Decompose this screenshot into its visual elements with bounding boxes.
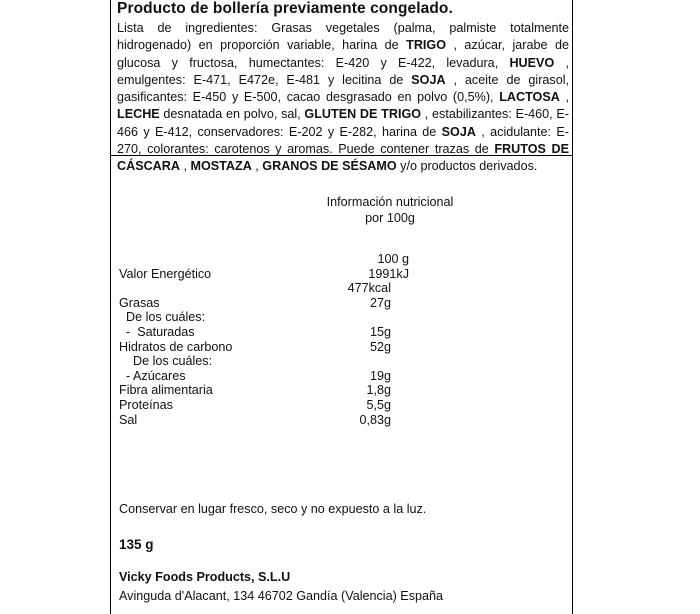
nutrient-value: 0,83g xyxy=(359,412,391,427)
nutrition-row xyxy=(119,281,409,296)
nutrient-label: - Saturadas xyxy=(119,325,195,339)
ingredient-text: , acidulante: E-270, colorantes: carotenos y aromas. Puede contener trazas de xyxy=(117,124,569,157)
allergen-text: TRIGO xyxy=(406,38,447,53)
nutrition-heading xyxy=(300,194,480,226)
nutrient-value: 100 g xyxy=(377,252,409,266)
nutrient-label: Hidratos de carbono xyxy=(119,339,233,354)
nutrient-value: 19g xyxy=(369,368,391,383)
allergen-text: LACTOSA xyxy=(499,90,560,105)
nutrient-value: 52g xyxy=(369,339,391,354)
nutrition-row xyxy=(119,296,409,311)
allergen-text: LECHE xyxy=(117,107,160,122)
nutrient-value: 1,8g xyxy=(366,383,391,398)
nutrient-label: Sal xyxy=(119,412,138,427)
nutrition-row xyxy=(119,310,409,325)
nutrition-row xyxy=(119,252,409,267)
nutrient-value: 15g xyxy=(369,325,391,339)
nutrition-heading-line1: Información nutricional xyxy=(326,195,454,209)
nutrition-heading-line2: por 100g xyxy=(365,211,415,225)
allergen-text: MOSTAZA xyxy=(190,159,252,174)
nutrition-row xyxy=(119,267,409,282)
ingredient-text: , xyxy=(559,90,569,105)
allergen-text: SOJA xyxy=(411,72,446,87)
ingredient-text: desnatada en polvo, sal, xyxy=(159,107,305,122)
nutrient-label: - Azúcares xyxy=(119,368,186,383)
nutrient-label: Proteínas xyxy=(119,398,173,412)
ingredients-list xyxy=(117,20,569,176)
company-address: Avinguda d'Alacant, 134 46702 Gandía (Valencia) España xyxy=(119,589,444,603)
company-name: Vicky Foods Products, S.L.U xyxy=(119,570,291,584)
nutrient-label: De los cuáles: xyxy=(119,354,213,369)
nutrient-value: 5,5g xyxy=(366,398,391,412)
nutrition-row xyxy=(119,325,409,340)
ingredient-text: , emulgentes: E-471, E472e, E-481 y lecitina de xyxy=(117,55,570,87)
nutrient-label: Grasas xyxy=(119,295,160,310)
allergen-text: GLUTEN DE TRIGO xyxy=(304,107,422,122)
storage-instructions: Conservar en lugar fresco, seco y no expuesto a la luz. xyxy=(119,502,427,516)
ingredient-text: , xyxy=(179,159,191,174)
nutrition-row xyxy=(119,398,409,413)
nutrient-label: De los cuáles: xyxy=(119,310,206,325)
allergen-text: HUEVO xyxy=(509,55,555,70)
nutrient-value: 1991kJ xyxy=(368,266,409,281)
ingredient-text: , estabilizantes: E-460, E-466 y E-412, conservadores: E-202 y E-282, harina de xyxy=(117,107,570,139)
allergen-text: SOJA xyxy=(441,124,476,139)
nutrition-row xyxy=(119,383,409,398)
allergen-text: GRANOS DE SÉSAMO xyxy=(262,159,397,174)
nutrient-label: Fibra alimentaria xyxy=(119,383,213,398)
product-title: Producto de bollería previamente congelado. xyxy=(117,0,453,17)
nutrient-value: 27g xyxy=(369,295,391,310)
nutrient-value: 477kcal xyxy=(347,281,391,296)
ingredient-text: Lista de ingredientes: Grasas vegetales (palma, palmiste totalmente hidrogenado) en proporción variable, harina de xyxy=(117,21,569,53)
net-weight: 135 g xyxy=(119,537,154,552)
ingredient-text: , azúcar, jarabe de glucosa y fructosa, humectantes: E-420 y E-422, levadura, xyxy=(117,38,569,70)
allergen-text: FRUTOS DE CÁSCARA xyxy=(117,142,569,174)
ingredient-text: , aceite de girasol, gasificantes: E-450 y E-500, cacao desgrasado en polvo (0,5%), xyxy=(117,72,569,105)
nutrition-row xyxy=(119,369,409,384)
ingredient-text: y/o productos derivados. xyxy=(396,159,538,174)
nutrition-row xyxy=(119,340,409,355)
nutrient-label: Valor Energético xyxy=(119,266,212,281)
nutrition-row xyxy=(119,413,409,428)
ingredient-text: , xyxy=(251,159,263,174)
nutrition-row xyxy=(119,354,409,369)
